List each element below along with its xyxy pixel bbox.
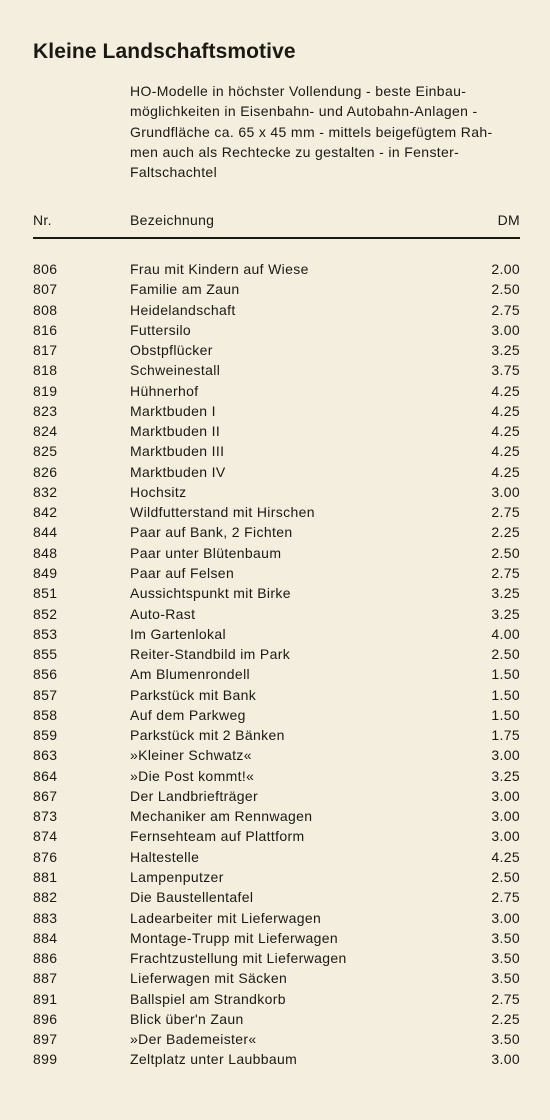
item-number: 891	[33, 990, 58, 1007]
item-number: 852	[33, 605, 58, 622]
table-row	[0, 383, 550, 403]
item-name: Auf dem Parkweg	[130, 706, 246, 723]
item-number: 873	[33, 808, 58, 825]
item-price: 2.25	[491, 524, 520, 541]
table-row	[0, 1051, 550, 1071]
item-name: Im Gartenlokal	[130, 625, 226, 642]
table-row	[0, 1031, 550, 1051]
item-price: 3.75	[491, 362, 520, 379]
item-price: 1.50	[491, 706, 520, 723]
item-number: 859	[33, 727, 58, 744]
table-row	[0, 403, 550, 423]
table-row	[0, 565, 550, 585]
column-header-name: Bezeichnung	[130, 212, 215, 228]
item-number: 848	[33, 544, 58, 561]
table-row	[0, 484, 550, 504]
item-number: 817	[33, 342, 58, 359]
item-name: Marktbuden IV	[130, 463, 226, 480]
table-row	[0, 1011, 550, 1031]
table-row	[0, 889, 550, 909]
item-number: 864	[33, 767, 58, 784]
item-price: 4.25	[491, 382, 520, 399]
item-number: 867	[33, 787, 58, 804]
item-price: 4.00	[491, 625, 520, 642]
item-name: Der Landbriefträger	[130, 787, 259, 804]
item-number: 826	[33, 463, 58, 480]
intro-line: Grundfläche ca. 65 x 45 mm - mittels beigefügtem Rah-	[130, 123, 493, 140]
item-name: Lieferwagen mit Säcken	[130, 970, 288, 987]
item-number: 863	[33, 747, 58, 764]
item-number: 807	[33, 281, 58, 298]
item-name: Obstpflücker	[130, 342, 213, 359]
item-name: Haltestelle	[130, 848, 200, 865]
item-number: 824	[33, 423, 58, 440]
item-price: 2.50	[491, 544, 520, 561]
item-name: Fernsehteam auf Plattform	[130, 828, 305, 845]
item-price: 2.75	[491, 564, 520, 581]
intro-text	[130, 81, 528, 182]
item-name: »Die Post kommt!«	[130, 767, 255, 784]
item-price: 2.50	[491, 281, 520, 298]
item-price: 3.00	[491, 483, 520, 500]
table-row	[0, 666, 550, 686]
item-name: Parkstück mit 2 Bänken	[130, 727, 285, 744]
item-name: Marktbuden I	[130, 402, 216, 419]
item-name: Ballspiel am Strandkorb	[130, 990, 286, 1007]
item-number: 832	[33, 483, 58, 500]
table-row	[0, 261, 550, 281]
intro-line: möglichkeiten in Eisenbahn- und Autobahn-Anlagen -	[130, 103, 478, 120]
item-name: Aussichtspunkt mit Birke	[130, 585, 291, 602]
table-row	[0, 930, 550, 950]
item-name: Mechaniker am Rennwagen	[130, 808, 313, 825]
table-row	[0, 768, 550, 788]
item-name: Paar unter Blütenbaum	[130, 544, 282, 561]
item-name: Familie am Zaun	[130, 281, 240, 298]
table-row	[0, 504, 550, 524]
item-number: 882	[33, 889, 58, 906]
item-name: Marktbuden II	[130, 423, 221, 440]
item-number: 883	[33, 909, 58, 926]
item-number: 849	[33, 564, 58, 581]
item-name: Hochsitz	[130, 483, 187, 500]
item-price: 2.50	[491, 646, 520, 663]
item-price: 4.25	[491, 402, 520, 419]
intro-line: men auch als Rechtecke zu gestalten - in Fenster-	[130, 143, 460, 160]
item-number: 899	[33, 1051, 58, 1068]
table-row	[0, 687, 550, 707]
table-row	[0, 281, 550, 301]
table-row	[0, 606, 550, 626]
item-price: 1.50	[491, 666, 520, 683]
table-row	[0, 950, 550, 970]
item-number: 825	[33, 443, 58, 460]
item-name: Paar auf Bank, 2 Fichten	[130, 524, 293, 541]
table-row	[0, 849, 550, 869]
item-name: Frau mit Kindern auf Wiese	[130, 261, 309, 277]
item-price: 3.00	[491, 787, 520, 804]
table-row	[0, 443, 550, 463]
item-number: 887	[33, 970, 58, 987]
item-price: 3.00	[491, 747, 520, 764]
item-price: 2.75	[491, 990, 520, 1007]
table-row	[0, 524, 550, 544]
item-number: 896	[33, 1010, 58, 1027]
item-name: Auto-Rast	[130, 605, 196, 622]
table-row	[0, 808, 550, 828]
item-name: Lampenputzer	[130, 868, 224, 885]
table-row	[0, 727, 550, 747]
item-price: 3.50	[491, 970, 520, 987]
item-price: 3.00	[491, 808, 520, 825]
item-number: 874	[33, 828, 58, 845]
item-price: 4.25	[491, 848, 520, 865]
item-price: 2.75	[491, 889, 520, 906]
item-number: 884	[33, 929, 58, 946]
item-price: 3.00	[491, 828, 520, 845]
header-rule	[33, 237, 520, 239]
item-price: 3.00	[491, 1051, 520, 1068]
item-price: 3.50	[491, 950, 520, 967]
table-row	[0, 545, 550, 565]
item-number: 816	[33, 321, 58, 338]
item-name: Frachtzustellung mit Lieferwagen	[130, 950, 347, 967]
item-name: Zeltplatz unter Laubbaum	[130, 1051, 298, 1068]
item-number: 818	[33, 362, 58, 379]
item-price: 3.25	[491, 605, 520, 622]
item-name: Ladearbeiter mit Lieferwagen	[130, 909, 322, 926]
item-number: 856	[33, 666, 58, 683]
item-number: 886	[33, 950, 58, 967]
table-row	[0, 646, 550, 666]
table-row	[0, 828, 550, 848]
item-number: 819	[33, 382, 58, 399]
item-price: 4.25	[491, 443, 520, 460]
intro-line: Faltschachtel	[130, 164, 218, 181]
item-name: Wildfutterstand mit Hirschen	[130, 504, 315, 521]
item-price: 3.00	[491, 321, 520, 338]
item-price: 3.50	[491, 929, 520, 946]
table-row	[0, 970, 550, 990]
item-number: 881	[33, 868, 58, 885]
item-name: Montage-Trupp mit Lieferwagen	[130, 929, 339, 946]
table-row	[0, 788, 550, 808]
item-name: »Der Bademeister«	[130, 1031, 257, 1048]
page-title: Kleine Landschaftsmotive	[33, 40, 296, 63]
table-row	[0, 423, 550, 443]
item-number: 855	[33, 646, 58, 663]
item-name: Heidelandschaft	[130, 301, 236, 318]
table-row	[0, 910, 550, 930]
item-number: 876	[33, 848, 58, 865]
item-number: 808	[33, 301, 58, 318]
item-name: Schweinestall	[130, 362, 221, 379]
item-price: 3.25	[491, 767, 520, 784]
item-price: 2.75	[491, 301, 520, 318]
item-number: 897	[33, 1031, 58, 1048]
item-number: 857	[33, 686, 58, 703]
table-row	[0, 585, 550, 605]
item-price: 1.75	[491, 727, 520, 744]
item-price: 4.25	[491, 463, 520, 480]
table-row	[0, 869, 550, 889]
item-number: 853	[33, 625, 58, 642]
item-name: Paar auf Felsen	[130, 564, 235, 581]
item-number: 844	[33, 524, 58, 541]
item-name: Reiter-Standbild im Park	[130, 646, 291, 663]
item-number: 806	[33, 261, 58, 277]
item-price: 1.50	[491, 686, 520, 703]
item-price: 2.25	[491, 1010, 520, 1027]
item-name: Marktbuden III	[130, 443, 225, 460]
item-name: Am Blumenrondell	[130, 666, 250, 683]
table-row	[0, 626, 550, 646]
item-name: Die Baustellentafel	[130, 889, 254, 906]
item-name: Parkstück mit Bank	[130, 686, 257, 703]
item-price: 3.50	[491, 1031, 520, 1048]
item-price: 3.25	[491, 342, 520, 359]
intro-line: HO-Modelle in höchster Vollendung - beste Einbau-	[130, 83, 467, 99]
item-number: 823	[33, 402, 58, 419]
product-table	[0, 261, 550, 1072]
table-row	[0, 322, 550, 342]
item-price: 2.50	[491, 868, 520, 885]
item-price: 4.25	[491, 423, 520, 440]
item-name: Blick über'n Zaun	[130, 1010, 244, 1027]
item-price: 2.00	[491, 261, 520, 277]
table-row	[0, 747, 550, 767]
table-row	[0, 464, 550, 484]
table-row	[0, 707, 550, 727]
column-header-nr: Nr.	[33, 212, 52, 228]
table-row	[0, 991, 550, 1011]
table-row	[0, 302, 550, 322]
table-row	[0, 362, 550, 382]
item-number: 842	[33, 504, 58, 521]
item-name: »Kleiner Schwatz«	[130, 747, 252, 764]
column-header-price: DM	[497, 212, 520, 228]
item-number: 851	[33, 585, 58, 602]
item-name: Futtersilo	[130, 321, 192, 338]
item-price: 2.75	[491, 504, 520, 521]
item-price: 3.00	[491, 909, 520, 926]
table-row	[0, 342, 550, 362]
item-name: Hühnerhof	[130, 382, 199, 399]
item-number: 858	[33, 706, 58, 723]
item-price: 3.25	[491, 585, 520, 602]
